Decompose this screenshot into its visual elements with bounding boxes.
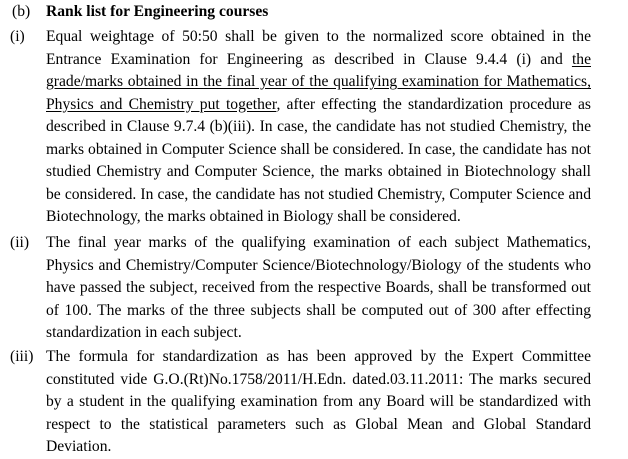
item-text-before-underline: Equal weightage of 50:50 shall be given to the normalized score obtained in the Entrance Examination for Engineering as described in Clause 9.4.4 (i) and: [46, 28, 591, 68]
item-text-after-underline: , after effecting the standardization procedure as described in Clause 9.7.4 (b)(iii). In case, the candidate has not studied Chemistry, the marks obtained in Computer Science shall be considered. In case, the candidate has not studied Chemistry and Computer Science, the marks obtained in Biotechnology shall be considered. In case, the candidate has not studied Chemistry, Computer Science and Biotechnology, the marks obtained in Biology shall be considered.: [46, 95, 591, 225]
item-paragraph: The final year marks of the qualifying examination of each subject Mathematics, Physics and Chemistry/Computer Science/Biotechnology/Biology of the students who have passed the subject, received from the respective Boards, shall be transformed out of 100. The marks of the three subjects shall be computed out of 300 after effecting standardization in each subject.: [46, 234, 591, 341]
item-number: (ii): [10, 234, 30, 251]
item-number: (iii): [10, 348, 34, 365]
section-heading: [12, 2, 268, 22]
list-item: [10, 346, 591, 459]
section-title: Rank list for Engineering courses: [46, 3, 269, 20]
list-item: [10, 232, 591, 345]
item-paragraph: [46, 26, 591, 229]
section-number: (b): [12, 3, 31, 20]
list-item: [10, 26, 591, 229]
item-paragraph: The formula for standardization as has been approved by the Expert Committee constituted vide G.O.(Rt)No.1758/2011/H.Edn. dated.03.11.2011: The marks secured by a student in the qualifying examination from any Board will be standardized with respect to the statistical parameters such as Global Mean and Global Standard Deviation.: [46, 348, 591, 455]
item-number: (i): [10, 28, 25, 45]
underlined-text: the grade/marks obtained in the final year of the qualifying examination for Mathematics, Physics and Chemistry put together: [46, 50, 591, 113]
